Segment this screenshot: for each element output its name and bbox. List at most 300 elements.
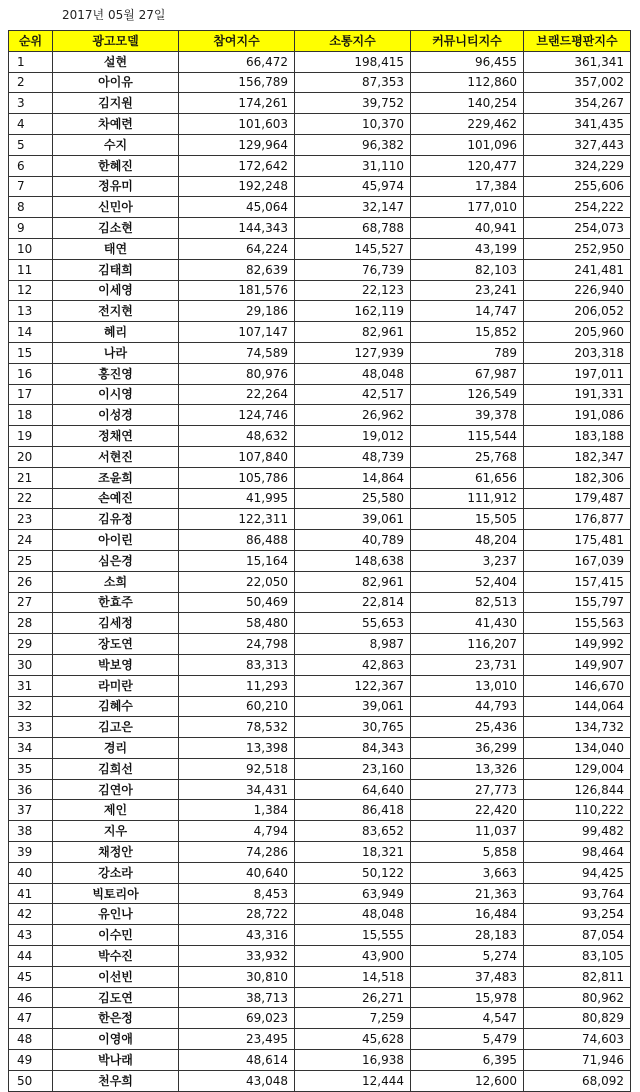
model-cell: 수지 bbox=[53, 134, 179, 155]
table-row bbox=[9, 821, 631, 842]
participation-cell: 64,224 bbox=[179, 238, 295, 259]
participation-cell: 22,050 bbox=[179, 571, 295, 592]
community-cell: 12,600 bbox=[411, 1070, 524, 1091]
participation-cell: 74,286 bbox=[179, 842, 295, 863]
participation-cell: 22,264 bbox=[179, 384, 295, 405]
rank-cell: 37 bbox=[9, 800, 53, 821]
model-cell: 이수민 bbox=[53, 925, 179, 946]
rank-cell: 29 bbox=[9, 634, 53, 655]
rank-cell: 17 bbox=[9, 384, 53, 405]
brand-reputation-cell: 134,040 bbox=[524, 738, 631, 759]
participation-cell: 48,632 bbox=[179, 426, 295, 447]
communication-cell: 96,382 bbox=[295, 134, 411, 155]
communication-cell: 148,638 bbox=[295, 550, 411, 571]
model-cell: 나라 bbox=[53, 342, 179, 363]
table-row bbox=[9, 530, 631, 551]
rank-cell: 26 bbox=[9, 571, 53, 592]
participation-cell: 66,472 bbox=[179, 51, 295, 72]
table-row bbox=[9, 301, 631, 322]
brand-reputation-cell: 80,962 bbox=[524, 987, 631, 1008]
brand-reputation-cell: 176,877 bbox=[524, 509, 631, 530]
participation-cell: 101,603 bbox=[179, 114, 295, 135]
table-row bbox=[9, 218, 631, 239]
communication-cell: 22,123 bbox=[295, 280, 411, 301]
rank-cell: 45 bbox=[9, 966, 53, 987]
table-row bbox=[9, 72, 631, 93]
rank-cell: 10 bbox=[9, 238, 53, 259]
rank-cell: 6 bbox=[9, 155, 53, 176]
participation-cell: 107,147 bbox=[179, 322, 295, 343]
communication-cell: 32,147 bbox=[295, 197, 411, 218]
table-row bbox=[9, 93, 631, 114]
community-cell: 789 bbox=[411, 342, 524, 363]
model-cell: 태연 bbox=[53, 238, 179, 259]
model-cell: 이세영 bbox=[53, 280, 179, 301]
brand-reputation-cell: 68,092 bbox=[524, 1070, 631, 1091]
participation-cell: 181,576 bbox=[179, 280, 295, 301]
header-brand-reputation: 브랜드평판지수 bbox=[524, 31, 631, 52]
participation-cell: 86,488 bbox=[179, 530, 295, 551]
brand-reputation-cell: 110,222 bbox=[524, 800, 631, 821]
table-row bbox=[9, 613, 631, 634]
table-row bbox=[9, 946, 631, 967]
community-cell: 5,479 bbox=[411, 1029, 524, 1050]
table-row bbox=[9, 363, 631, 384]
brand-reputation-cell: 254,222 bbox=[524, 197, 631, 218]
rank-cell: 46 bbox=[9, 987, 53, 1008]
model-cell: 홍진영 bbox=[53, 363, 179, 384]
community-cell: 177,010 bbox=[411, 197, 524, 218]
rank-cell: 36 bbox=[9, 779, 53, 800]
header-communication: 소통지수 bbox=[295, 31, 411, 52]
model-cell: 라미란 bbox=[53, 675, 179, 696]
community-cell: 3,237 bbox=[411, 550, 524, 571]
model-cell: 정유미 bbox=[53, 176, 179, 197]
rank-cell: 8 bbox=[9, 197, 53, 218]
participation-cell: 60,210 bbox=[179, 696, 295, 717]
community-cell: 22,420 bbox=[411, 800, 524, 821]
community-cell: 14,747 bbox=[411, 301, 524, 322]
brand-reputation-cell: 149,907 bbox=[524, 654, 631, 675]
table-row bbox=[9, 717, 631, 738]
communication-cell: 83,652 bbox=[295, 821, 411, 842]
participation-cell: 1,384 bbox=[179, 800, 295, 821]
communication-cell: 14,518 bbox=[295, 966, 411, 987]
communication-cell: 82,961 bbox=[295, 571, 411, 592]
rank-cell: 32 bbox=[9, 696, 53, 717]
model-cell: 김고은 bbox=[53, 717, 179, 738]
community-cell: 101,096 bbox=[411, 134, 524, 155]
community-cell: 48,204 bbox=[411, 530, 524, 551]
table-row bbox=[9, 842, 631, 863]
brand-reputation-cell: 126,844 bbox=[524, 779, 631, 800]
table-row bbox=[9, 675, 631, 696]
participation-cell: 174,261 bbox=[179, 93, 295, 114]
table-row bbox=[9, 1070, 631, 1091]
table-row bbox=[9, 654, 631, 675]
model-cell: 김혜수 bbox=[53, 696, 179, 717]
participation-cell: 48,614 bbox=[179, 1050, 295, 1071]
model-cell: 이성경 bbox=[53, 405, 179, 426]
communication-cell: 145,527 bbox=[295, 238, 411, 259]
rank-cell: 21 bbox=[9, 467, 53, 488]
table-row bbox=[9, 738, 631, 759]
participation-cell: 28,722 bbox=[179, 904, 295, 925]
model-cell: 이선빈 bbox=[53, 966, 179, 987]
participation-cell: 80,976 bbox=[179, 363, 295, 384]
table-row bbox=[9, 322, 631, 343]
communication-cell: 68,788 bbox=[295, 218, 411, 239]
participation-cell: 13,398 bbox=[179, 738, 295, 759]
communication-cell: 22,814 bbox=[295, 592, 411, 613]
rank-cell: 25 bbox=[9, 550, 53, 571]
communication-cell: 55,653 bbox=[295, 613, 411, 634]
brand-reputation-cell: 93,764 bbox=[524, 883, 631, 904]
model-cell: 정채연 bbox=[53, 426, 179, 447]
rank-cell: 1 bbox=[9, 51, 53, 72]
brand-reputation-table bbox=[8, 30, 631, 1092]
rank-cell: 31 bbox=[9, 675, 53, 696]
rank-cell: 18 bbox=[9, 405, 53, 426]
rank-cell: 11 bbox=[9, 259, 53, 280]
community-cell: 67,987 bbox=[411, 363, 524, 384]
rank-cell: 15 bbox=[9, 342, 53, 363]
community-cell: 15,978 bbox=[411, 987, 524, 1008]
communication-cell: 162,119 bbox=[295, 301, 411, 322]
model-cell: 설현 bbox=[53, 51, 179, 72]
table-row bbox=[9, 966, 631, 987]
brand-reputation-cell: 74,603 bbox=[524, 1029, 631, 1050]
community-cell: 82,513 bbox=[411, 592, 524, 613]
model-cell: 유인나 bbox=[53, 904, 179, 925]
participation-cell: 92,518 bbox=[179, 758, 295, 779]
community-cell: 140,254 bbox=[411, 93, 524, 114]
communication-cell: 30,765 bbox=[295, 717, 411, 738]
model-cell: 서현진 bbox=[53, 446, 179, 467]
model-cell: 심은경 bbox=[53, 550, 179, 571]
rank-cell: 35 bbox=[9, 758, 53, 779]
table-row bbox=[9, 696, 631, 717]
community-cell: 15,852 bbox=[411, 322, 524, 343]
community-cell: 229,462 bbox=[411, 114, 524, 135]
community-cell: 96,455 bbox=[411, 51, 524, 72]
brand-reputation-cell: 254,073 bbox=[524, 218, 631, 239]
communication-cell: 25,580 bbox=[295, 488, 411, 509]
participation-cell: 15,164 bbox=[179, 550, 295, 571]
header-rank: 순위 bbox=[9, 31, 53, 52]
communication-cell: 45,974 bbox=[295, 176, 411, 197]
brand-reputation-cell: 197,011 bbox=[524, 363, 631, 384]
community-cell: 40,941 bbox=[411, 218, 524, 239]
rank-cell: 27 bbox=[9, 592, 53, 613]
participation-cell: 41,995 bbox=[179, 488, 295, 509]
communication-cell: 23,160 bbox=[295, 758, 411, 779]
brand-reputation-cell: 157,415 bbox=[524, 571, 631, 592]
brand-reputation-cell: 98,464 bbox=[524, 842, 631, 863]
model-cell: 장도연 bbox=[53, 634, 179, 655]
communication-cell: 39,061 bbox=[295, 696, 411, 717]
community-cell: 17,384 bbox=[411, 176, 524, 197]
rank-cell: 7 bbox=[9, 176, 53, 197]
brand-reputation-cell: 354,267 bbox=[524, 93, 631, 114]
model-cell: 제인 bbox=[53, 800, 179, 821]
model-cell: 김희선 bbox=[53, 758, 179, 779]
community-cell: 3,663 bbox=[411, 862, 524, 883]
brand-reputation-cell: 99,482 bbox=[524, 821, 631, 842]
brand-reputation-cell: 129,004 bbox=[524, 758, 631, 779]
participation-cell: 40,640 bbox=[179, 862, 295, 883]
rank-cell: 19 bbox=[9, 426, 53, 447]
table-row bbox=[9, 426, 631, 447]
header-model: 광고모델 bbox=[53, 31, 179, 52]
rank-cell: 2 bbox=[9, 72, 53, 93]
table-row bbox=[9, 155, 631, 176]
table-row bbox=[9, 384, 631, 405]
brand-reputation-cell: 255,606 bbox=[524, 176, 631, 197]
communication-cell: 86,418 bbox=[295, 800, 411, 821]
community-cell: 41,430 bbox=[411, 613, 524, 634]
community-cell: 115,544 bbox=[411, 426, 524, 447]
rank-cell: 24 bbox=[9, 530, 53, 551]
participation-cell: 144,343 bbox=[179, 218, 295, 239]
participation-cell: 172,642 bbox=[179, 155, 295, 176]
participation-cell: 45,064 bbox=[179, 197, 295, 218]
communication-cell: 40,789 bbox=[295, 530, 411, 551]
model-cell: 전지현 bbox=[53, 301, 179, 322]
table-row bbox=[9, 488, 631, 509]
communication-cell: 18,321 bbox=[295, 842, 411, 863]
header-community: 커뮤니티지수 bbox=[411, 31, 524, 52]
brand-reputation-cell: 71,946 bbox=[524, 1050, 631, 1071]
participation-cell: 38,713 bbox=[179, 987, 295, 1008]
rank-cell: 23 bbox=[9, 509, 53, 530]
table-row bbox=[9, 467, 631, 488]
communication-cell: 39,752 bbox=[295, 93, 411, 114]
brand-reputation-cell: 155,563 bbox=[524, 613, 631, 634]
community-cell: 13,326 bbox=[411, 758, 524, 779]
communication-cell: 122,367 bbox=[295, 675, 411, 696]
brand-reputation-cell: 93,254 bbox=[524, 904, 631, 925]
model-cell: 박나래 bbox=[53, 1050, 179, 1071]
participation-cell: 33,932 bbox=[179, 946, 295, 967]
communication-cell: 198,415 bbox=[295, 51, 411, 72]
participation-cell: 50,469 bbox=[179, 592, 295, 613]
brand-reputation-cell: 252,950 bbox=[524, 238, 631, 259]
table-row bbox=[9, 550, 631, 571]
table-row bbox=[9, 800, 631, 821]
communication-cell: 8,987 bbox=[295, 634, 411, 655]
community-cell: 37,483 bbox=[411, 966, 524, 987]
model-cell: 김지원 bbox=[53, 93, 179, 114]
communication-cell: 82,961 bbox=[295, 322, 411, 343]
rank-cell: 28 bbox=[9, 613, 53, 634]
participation-cell: 129,964 bbox=[179, 134, 295, 155]
rank-cell: 43 bbox=[9, 925, 53, 946]
model-cell: 이영애 bbox=[53, 1029, 179, 1050]
communication-cell: 45,628 bbox=[295, 1029, 411, 1050]
communication-cell: 87,353 bbox=[295, 72, 411, 93]
participation-cell: 156,789 bbox=[179, 72, 295, 93]
model-cell: 강소라 bbox=[53, 862, 179, 883]
participation-cell: 78,532 bbox=[179, 717, 295, 738]
community-cell: 23,731 bbox=[411, 654, 524, 675]
participation-cell: 4,794 bbox=[179, 821, 295, 842]
model-cell: 아이린 bbox=[53, 530, 179, 551]
communication-cell: 26,962 bbox=[295, 405, 411, 426]
table-row bbox=[9, 134, 631, 155]
community-cell: 21,363 bbox=[411, 883, 524, 904]
communication-cell: 50,122 bbox=[295, 862, 411, 883]
rank-cell: 12 bbox=[9, 280, 53, 301]
model-cell: 채정안 bbox=[53, 842, 179, 863]
rank-cell: 16 bbox=[9, 363, 53, 384]
rank-cell: 4 bbox=[9, 114, 53, 135]
brand-reputation-cell: 80,829 bbox=[524, 1008, 631, 1029]
model-cell: 박보영 bbox=[53, 654, 179, 675]
participation-cell: 43,048 bbox=[179, 1070, 295, 1091]
communication-cell: 31,110 bbox=[295, 155, 411, 176]
model-cell: 한은정 bbox=[53, 1008, 179, 1029]
model-cell: 김연아 bbox=[53, 779, 179, 800]
community-cell: 25,436 bbox=[411, 717, 524, 738]
table-row bbox=[9, 904, 631, 925]
community-cell: 39,378 bbox=[411, 405, 524, 426]
communication-cell: 12,444 bbox=[295, 1070, 411, 1091]
communication-cell: 48,048 bbox=[295, 904, 411, 925]
community-cell: 4,547 bbox=[411, 1008, 524, 1029]
brand-reputation-cell: 155,797 bbox=[524, 592, 631, 613]
participation-cell: 124,746 bbox=[179, 405, 295, 426]
brand-reputation-cell: 82,811 bbox=[524, 966, 631, 987]
community-cell: 52,404 bbox=[411, 571, 524, 592]
table-row bbox=[9, 571, 631, 592]
table-row bbox=[9, 634, 631, 655]
brand-reputation-cell: 182,347 bbox=[524, 446, 631, 467]
table-row bbox=[9, 883, 631, 904]
table-row bbox=[9, 1050, 631, 1071]
brand-reputation-cell: 87,054 bbox=[524, 925, 631, 946]
rank-cell: 9 bbox=[9, 218, 53, 239]
brand-reputation-cell: 241,481 bbox=[524, 259, 631, 280]
communication-cell: 127,939 bbox=[295, 342, 411, 363]
communication-cell: 42,863 bbox=[295, 654, 411, 675]
model-cell: 박수진 bbox=[53, 946, 179, 967]
rank-cell: 20 bbox=[9, 446, 53, 467]
communication-cell: 26,271 bbox=[295, 987, 411, 1008]
brand-reputation-cell: 206,052 bbox=[524, 301, 631, 322]
model-cell: 소희 bbox=[53, 571, 179, 592]
brand-reputation-cell: 146,670 bbox=[524, 675, 631, 696]
model-cell: 김세정 bbox=[53, 613, 179, 634]
model-cell: 조윤희 bbox=[53, 467, 179, 488]
table-row bbox=[9, 238, 631, 259]
rank-cell: 44 bbox=[9, 946, 53, 967]
model-cell: 김태희 bbox=[53, 259, 179, 280]
communication-cell: 19,012 bbox=[295, 426, 411, 447]
model-cell: 아이유 bbox=[53, 72, 179, 93]
rank-cell: 14 bbox=[9, 322, 53, 343]
rank-cell: 39 bbox=[9, 842, 53, 863]
participation-cell: 8,453 bbox=[179, 883, 295, 904]
model-cell: 빅토리아 bbox=[53, 883, 179, 904]
rank-cell: 41 bbox=[9, 883, 53, 904]
communication-cell: 16,938 bbox=[295, 1050, 411, 1071]
model-cell: 김소현 bbox=[53, 218, 179, 239]
brand-reputation-cell: 205,960 bbox=[524, 322, 631, 343]
model-cell: 신민아 bbox=[53, 197, 179, 218]
communication-cell: 42,517 bbox=[295, 384, 411, 405]
brand-reputation-cell: 134,732 bbox=[524, 717, 631, 738]
brand-reputation-cell: 83,105 bbox=[524, 946, 631, 967]
communication-cell: 43,900 bbox=[295, 946, 411, 967]
community-cell: 6,395 bbox=[411, 1050, 524, 1071]
participation-cell: 192,248 bbox=[179, 176, 295, 197]
rank-cell: 13 bbox=[9, 301, 53, 322]
report-date: 2017년 05월 27일 bbox=[62, 8, 166, 22]
participation-cell: 43,316 bbox=[179, 925, 295, 946]
rank-cell: 38 bbox=[9, 821, 53, 842]
community-cell: 15,505 bbox=[411, 509, 524, 530]
table-row bbox=[9, 114, 631, 135]
brand-reputation-cell: 327,443 bbox=[524, 134, 631, 155]
communication-cell: 84,343 bbox=[295, 738, 411, 759]
community-cell: 82,103 bbox=[411, 259, 524, 280]
participation-cell: 58,480 bbox=[179, 613, 295, 634]
table-row bbox=[9, 987, 631, 1008]
model-cell: 손예진 bbox=[53, 488, 179, 509]
communication-cell: 48,048 bbox=[295, 363, 411, 384]
rank-cell: 50 bbox=[9, 1070, 53, 1091]
participation-cell: 74,589 bbox=[179, 342, 295, 363]
model-cell: 혜리 bbox=[53, 322, 179, 343]
model-cell: 김도연 bbox=[53, 987, 179, 1008]
community-cell: 112,860 bbox=[411, 72, 524, 93]
table-row bbox=[9, 405, 631, 426]
brand-reputation-cell: 144,064 bbox=[524, 696, 631, 717]
community-cell: 5,858 bbox=[411, 842, 524, 863]
brand-reputation-cell: 183,188 bbox=[524, 426, 631, 447]
brand-reputation-cell: 182,306 bbox=[524, 467, 631, 488]
model-cell: 김유정 bbox=[53, 509, 179, 530]
communication-cell: 76,739 bbox=[295, 259, 411, 280]
brand-reputation-cell: 175,481 bbox=[524, 530, 631, 551]
table-row bbox=[9, 925, 631, 946]
community-cell: 5,274 bbox=[411, 946, 524, 967]
table-row bbox=[9, 259, 631, 280]
participation-cell: 24,798 bbox=[179, 634, 295, 655]
communication-cell: 63,949 bbox=[295, 883, 411, 904]
brand-reputation-cell: 149,992 bbox=[524, 634, 631, 655]
community-cell: 61,656 bbox=[411, 467, 524, 488]
table-row bbox=[9, 862, 631, 883]
brand-reputation-cell: 167,039 bbox=[524, 550, 631, 571]
rank-cell: 22 bbox=[9, 488, 53, 509]
communication-cell: 7,259 bbox=[295, 1008, 411, 1029]
table-row bbox=[9, 1008, 631, 1029]
rank-cell: 48 bbox=[9, 1029, 53, 1050]
model-cell: 천우희 bbox=[53, 1070, 179, 1091]
model-cell: 차예련 bbox=[53, 114, 179, 135]
community-cell: 16,484 bbox=[411, 904, 524, 925]
table-row bbox=[9, 779, 631, 800]
table-row bbox=[9, 51, 631, 72]
participation-cell: 82,639 bbox=[179, 259, 295, 280]
model-cell: 지우 bbox=[53, 821, 179, 842]
community-cell: 25,768 bbox=[411, 446, 524, 467]
participation-cell: 107,840 bbox=[179, 446, 295, 467]
communication-cell: 15,555 bbox=[295, 925, 411, 946]
communication-cell: 14,864 bbox=[295, 467, 411, 488]
